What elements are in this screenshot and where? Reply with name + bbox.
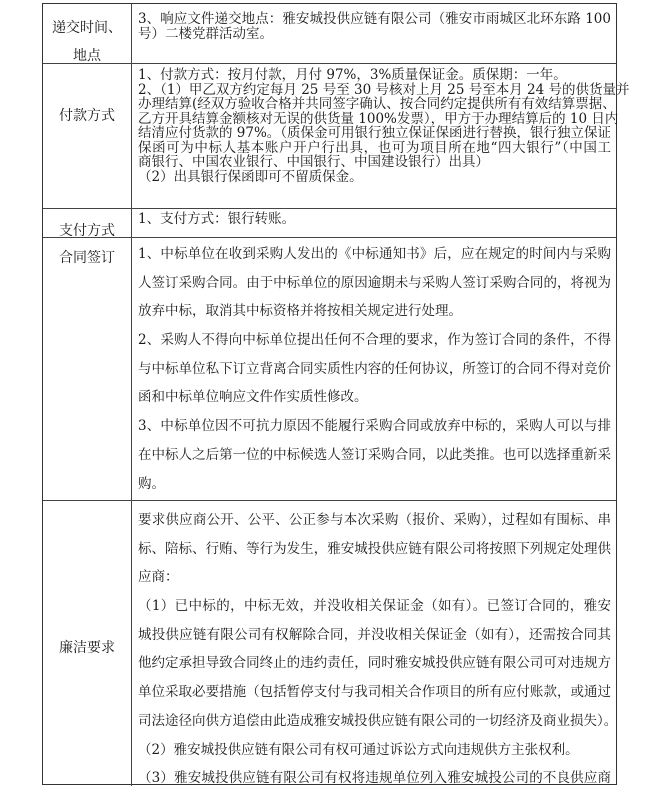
row-label [43,4,132,63]
label-line: 合同签订 [59,250,115,266]
text-line: （1）已中标的，中标无效，并没收相关保证金（如有）。已签订合同的，雅安 [138,598,611,615]
text-line: 1、中标单位在收到采购人发出的《中标通知书》后，应在规定的时间内与采购 [138,246,611,262]
text-line: 要求供应商公开、公平、公正参与本次采购（报价、采购），过程如有围标、串 [138,512,611,528]
row-label [43,238,132,500]
text-line: （2）出具银行保函即可不留质保金。 [138,168,363,185]
row-label [43,64,132,208]
text-line: 2、（1）甲乙双方约定每月 25 号至 30 号核对上月 25 号至本月 24 号的供货量并 [138,81,630,98]
text-line: 乙方开具结算金额核对无误的供货量 100%发票），甲方于办理结算后的 10 日内 [138,110,619,127]
label-line: 廉洁要求 [59,640,115,656]
label-line: 递交时间、 [52,20,122,36]
text-line: 商银行、中国农业银行、中国银行、中国建设银行）出具） [138,154,489,170]
text-line: 人签订采购合同。由于中标单位的原因逾期未与采购人签订采购合同的，将视为 [138,274,611,291]
text-line: 3、中标单位因不可抗力原因不能履行采购合同或放弃中标的，采购人可以与排 [138,418,611,435]
text-line: 2、采购人不得向中标单位提出任何不合理的要求，作为签订合同的条件，不得 [138,332,611,349]
row-content [138,12,611,41]
row-content [138,67,630,185]
row-settlement-method [43,209,616,238]
label-line: 付款方式 [59,108,115,124]
row-label [43,209,132,237]
text-line: 结清应付货款的 97%。（质保金可用银行独立保证保函进行替换，银行独立保证 [138,125,612,141]
text-line: 单位采取必要措施（包括暂停支付与我司相关合作项目的所有应付账款，或通过 [138,684,611,701]
label-line: 地点 [73,48,101,64]
row-content [138,506,618,793]
text-line: （3）雅安城投供应链有限公司有权将违规单位列入雅安城投公司的不良供应商 [138,770,611,787]
text-line: 他约定承担导致合同终止的违约责任，同时雅安城投供应链有限公司可对违规方 [138,655,611,672]
text-line: 与中标单位私下订立背离合同实质性内容的任何协议，所签订的合同不得对竞价 [138,360,611,377]
row-payment-method [43,64,630,209]
text-line: 在中标人之后第一位的中标候选人签订采购合同，以此类推。也可以选择重新采 [138,446,611,463]
text-line: 保函可为中标人基本账户开户行出具，也可为项目所在地“四大银行”（中国工 [138,139,611,156]
label-line: 支付方式 [59,223,115,239]
requirements-table [42,3,630,787]
text-line: 3、响应文件递交地点：雅安城投供应链有限公司（雅安市雨城区北环东路 100 [138,11,611,27]
row-contract-signing [43,238,616,501]
text-line: 购。 [138,475,165,492]
row-label [43,501,132,786]
text-line: 司法途径向供方追偿由此造成雅安城投供应链有限公司的一切经济及商业损失）。 [138,712,618,729]
row-submission-location [43,4,616,64]
text-line: 1、支付方式：银行转账。 [138,211,296,227]
row-integrity-requirements [43,501,616,786]
text-line: 标、陪标、行贿、等行为发生，雅安城投供应链有限公司将按照下列规定处理供 [138,540,611,557]
text-line: 函和中标单位响应文件作实质性修改。 [138,389,368,406]
text-line: （2）雅安城投供应链有限公司有权可通过诉讼方式向违规供方主张权利。 [138,741,579,758]
text-line: 放弃中标，取消其中标资格并将按相关规定进行处理。 [138,303,462,320]
text-line: 办理结算(经双方验收合格并共同签字确认、按合同约定提供所有有效结算票据、 [138,96,616,112]
text-line: 城投供应链有限公司有权解除合同，并没收相关保证金（如有），还需按合同其 [138,626,611,643]
row-content [138,212,611,227]
text-line: 应商： [138,569,179,586]
text-line: 1、付款方式：按月付款，月付 97%，3%质量保证金。质保期：一年。 [138,67,567,83]
row-content [138,240,611,498]
text-line: 号）二楼党群活动室。 [138,25,273,42]
